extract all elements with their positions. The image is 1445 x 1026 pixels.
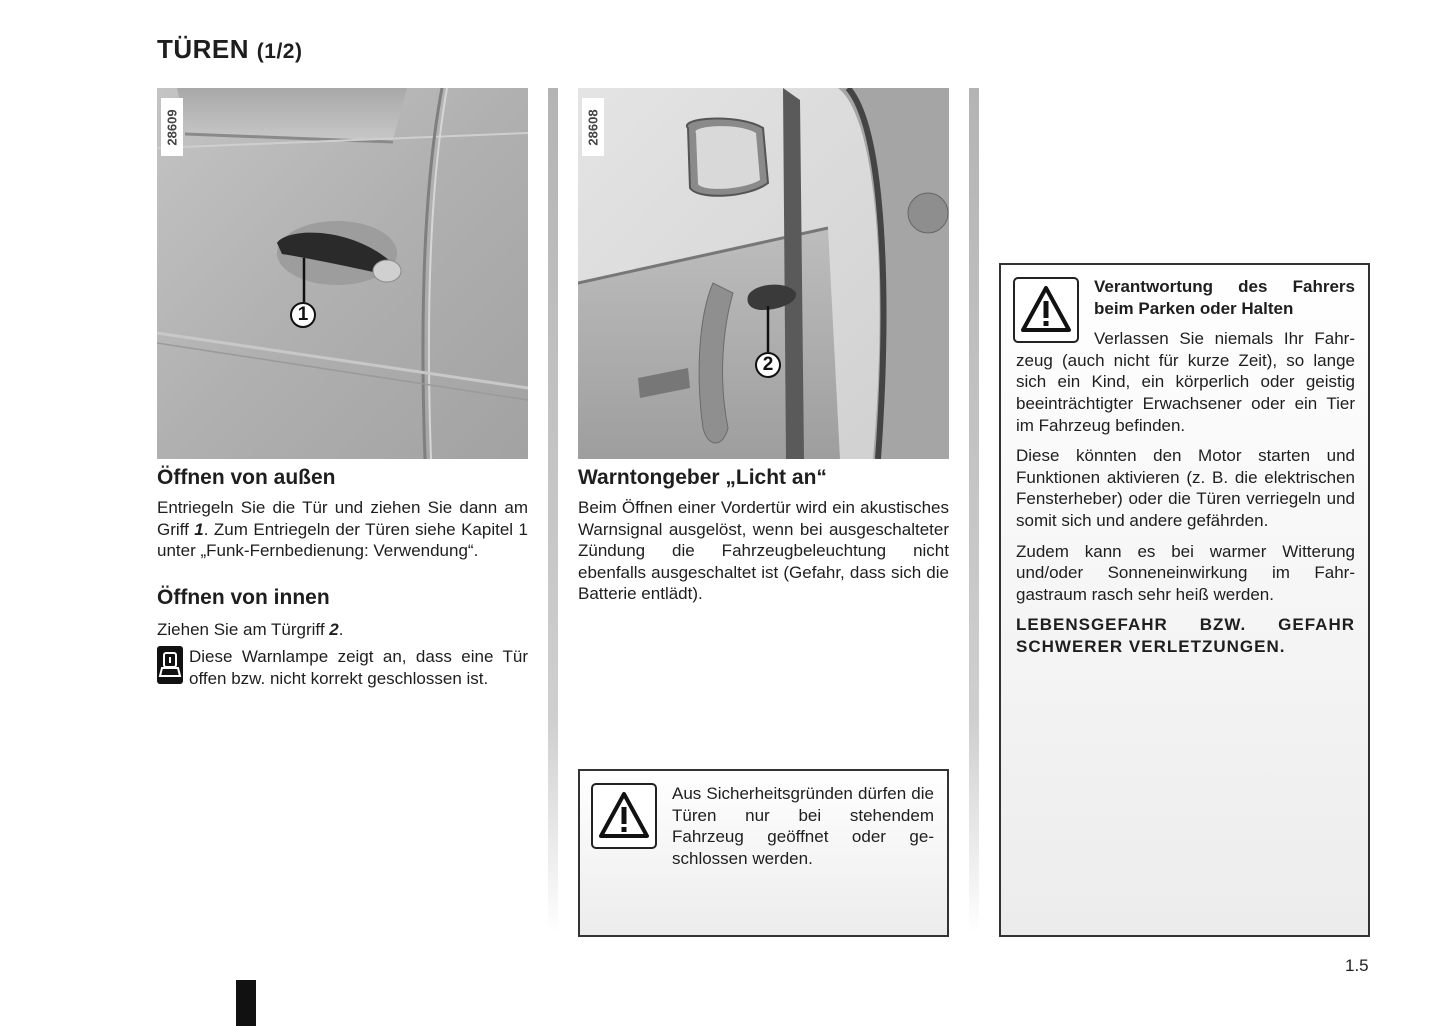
figure-interior-door-handle: [578, 88, 949, 459]
notice-paragraph-danger: LEBENSGEFAHR BZW. GEFAHR SCHWERER VERLETZUNGEN.: [1016, 615, 1355, 656]
chapter-tab-marker: [236, 980, 256, 1026]
paragraph-light-warning-buzzer: Beim Öffnen einer Vordertür wird ein akustisches Warnsignal ausgelöst, wenn bei ausgeschalteter Zündung die Fahrzeugbeleuchtung nicht ebenfalls ausgeschaltet ist (Gefahr, dass sich die Batterie entlädt).: [578, 498, 949, 604]
figure-code: 28608: [582, 98, 604, 156]
door-open-warning-lamp-icon: [157, 646, 183, 684]
ref-number-2: 2: [329, 619, 339, 639]
safety-notice-text: Aus Sicherheitsgründen dürfen die Türen nur bei stehendem Fahrzeug geöffnet oder geschlossen werden.: [672, 784, 934, 868]
driver-responsibility-notice-box: [999, 263, 1370, 937]
page-number: 1.5: [1345, 956, 1369, 975]
heading-open-from-inside: Öffnen von innen: [157, 585, 330, 609]
heading-light-warning-buzzer: Warntongeber „Licht an“: [578, 466, 827, 489]
driver-responsibility-notice-content: [1016, 276, 1355, 658]
page-title-part: (1/2): [256, 40, 303, 63]
warning-triangle-icon: [591, 783, 657, 849]
notice-paragraph-1: Verlassen Sie niemals Ihr Fahrzeug (auch nicht für kurze Zeit), so lange sich ein Kind, ein körperlich oder geistig beeinträchtigter Erwachsener oder ein Tier im Fahrzeug befinden.: [1016, 329, 1355, 435]
figure-exterior-door-handle: [157, 88, 528, 459]
column-divider-2: [969, 88, 979, 934]
column-middle: [578, 88, 949, 605]
callout-2: 2: [755, 352, 781, 378]
notice-paragraph-3: Zudem kann es bei warmer Witterung und/oder Sonneneinwirkung im Fahrgastraum rasch sehr heiß werden.: [1016, 541, 1355, 604]
exterior-door-illustration: [157, 88, 528, 459]
paragraph-warning-lamp: Diese Warnlampe zeigt an, dass eine Tür offen bzw. nicht korrekt geschlossen ist.: [157, 646, 528, 689]
interior-door-illustration: [578, 88, 949, 459]
notice-paragraph-2: Diese könnten den Motor starten und Funktionen aktivieren (z. B. die elektrischen Fensterheber) oder die Türen verriegeln und somit sich und andere gefährden.: [1016, 446, 1355, 530]
page-title: [157, 34, 302, 65]
safety-notice-box: [578, 769, 949, 937]
column-left: [157, 88, 528, 690]
paragraph-open-from-inside: Ziehen Sie am Türgriff 2.: [157, 619, 344, 639]
column-divider-1: [548, 88, 558, 934]
page-title-text: TÜREN: [157, 34, 250, 64]
paragraph-open-from-outside: Entriegeln Sie die Tür und ziehen Sie dann am Griff 1. Zum Entriegeln der Türen siehe Kapitel 1 unter „Funk-Fernbedienung: Verwendung“.: [157, 498, 528, 561]
heading-open-from-outside: Öffnen von außen: [157, 466, 336, 489]
ref-number-1: 1: [194, 519, 204, 539]
callout-1: 1: [290, 302, 316, 328]
notice-heading: Verantwortung des Fahrers beim Parken oder Halten: [1094, 277, 1355, 318]
figure-code: 28609: [161, 98, 183, 156]
